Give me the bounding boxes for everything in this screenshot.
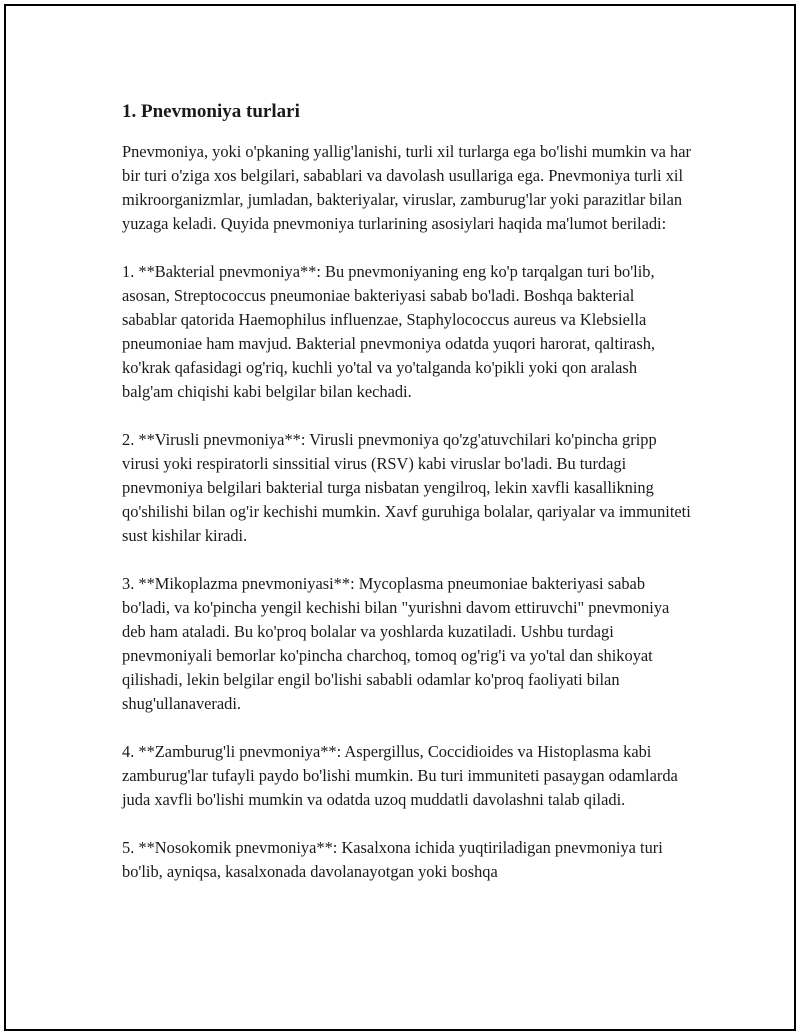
- fungal-pneumonia-paragraph: 4. **Zamburug'li pnevmoniya**: Aspergillus, Coccidioides va Histoplasma kabi zamburug'lar tufayli paydo bo'lishi mumkin. Bu turi immuniteti pasaygan odamlarda juda xavfli bo'lishi mumkin va odatda uzoq muddatli davolashni talab qiladi.: [122, 742, 678, 809]
- bacterial-pneumonia-paragraph: 1. **Bakterial pnevmoniya**: Bu pnevmoniyaning eng ko'p tarqalgan turi bo'lib, asosan, Streptococcus pneumoniae bakteriyasi sabab bo'ladi. Boshqa bakterial sabablar qatorida Haemophilus influenzae, Staphylococcus aureus va Klebsiella pneumoniae ham mavjud. Bakterial pnevmoniya odatda yuqori harorat, qaltirash, ko'krak qafasidagi og'riq, kuchli yo'tal va yo'talganda ko'pikli yoki qon aralash balg'am chiqishi kabi belgilar bilan kechadi.: [122, 262, 655, 401]
- section-title: 1. Pnevmoniya turlari: [122, 101, 300, 122]
- mycoplasma-pneumonia-paragraph: 3. **Mikoplazma pnevmoniyasi**: Mycoplasma pneumoniae bakteriyasi sabab bo'ladi, va ko'pincha yengil kechishi bilan "yurishni davom ettiruvchi" pnevmoniya deb ham ataladi. Bu ko'proq bolalar va yoshlarda kuzatiladi. Ushbu turdagi pnevmoniyali bemorlar ko'pincha charchoq, tomoq og'rig'i va yo'tal dan shikoyat qilishadi, lekin belgilar engil bo'lishi sababli odamlar ko'proq faoliyati bilan shug'ullanaveradi.: [122, 574, 670, 713]
- document-body: [122, 98, 692, 908]
- intro-paragraph: Pnevmoniya, yoki o'pkaning yallig'lanishi, turli xil turlarga ega bo'lishi mumkin va har bir turi o'ziga xos belgilari, sabablari va davolash usullariga ega. Pnevmoniya turli xil mikroorganizmlar, jumladan, bakteriyalar, viruslar, zamburug'lar yoki parazitlar bilan yuzaga keladi. Quyida pnevmoniya turlarining asosiylari haqida ma'lumot beriladi:: [122, 142, 691, 233]
- page-frame: [4, 4, 796, 1031]
- viral-pneumonia-paragraph: 2. **Virusli pnevmoniya**: Virusli pnevmoniya qo'zg'atuvchilari ko'pincha gripp virusi yoki respiratorli sinssitial virus (RSV) kabi viruslar bo'ladi. Bu turdagi pnevmoniya belgilari bakterial turga nisbatan yengilroq, lekin xavfli kasallikning qo'shilishi bilan og'ir kechishi mumkin. Xavf guruhiga bolalar, qariyalar va immuniteti sust kishilar kiradi.: [122, 430, 691, 545]
- nosocomial-pneumonia-paragraph: 5. **Nosokomik pnevmoniya**: Kasalxona ichida yuqtiriladigan pnevmoniya turi bo'lib, ayniqsa, kasalxonada davolanayotgan yoki boshqa: [122, 838, 663, 881]
